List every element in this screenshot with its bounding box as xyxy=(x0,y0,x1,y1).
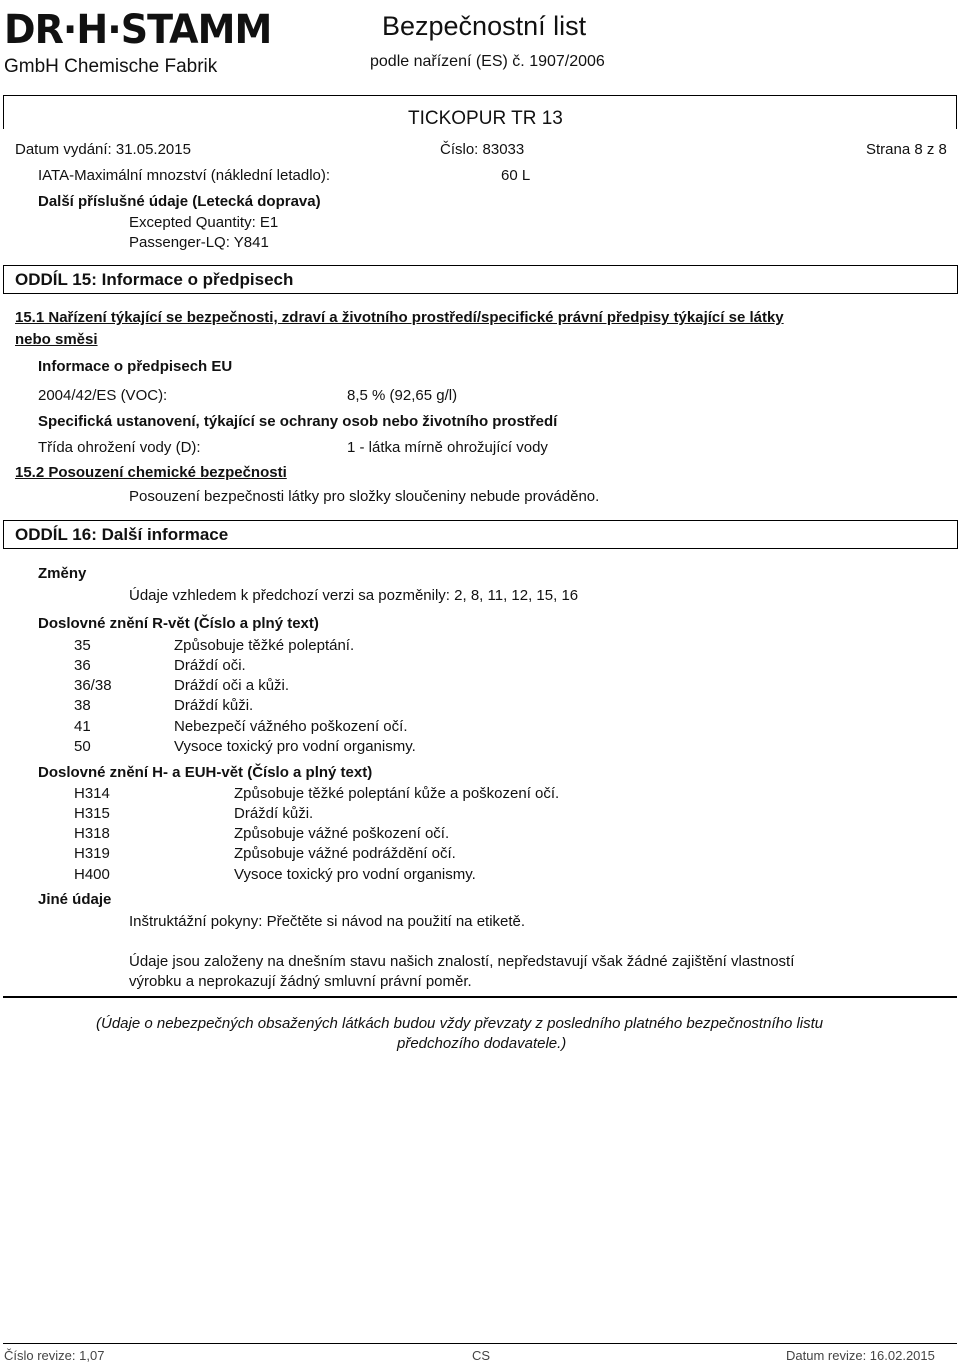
revision-number: Číslo revize: 1,07 xyxy=(4,1348,105,1363)
h-phrase-code: H315 xyxy=(74,805,110,822)
changes-text: Údaje vzhledem k předchozí verzi sa pozměnily: 2, 8, 11, 12, 15, 16 xyxy=(129,587,579,604)
revision-date: Datum revize: 16.02.2015 xyxy=(786,1348,935,1363)
r-phrase-text: Vysoce toxický pro vodní organismy. xyxy=(174,738,416,755)
disclaimer-line-1: (Údaje o nebezpečných obsažených látkách budou vždy převzaty z posledního platného bezpečnostního listu xyxy=(96,1015,824,1032)
h-phrase-text: Způsobuje těžké poleptání kůže a poškození očí. xyxy=(234,785,560,802)
document-title: Bezpečnostní list xyxy=(382,11,587,41)
r-phrase-text: Dráždí oči a kůži. xyxy=(174,677,290,694)
subsection-15-2-title: 15.2 Posouzení chemické bezpečnosti xyxy=(15,464,287,481)
h-phrase-code: H318 xyxy=(74,825,110,842)
h-phrase-text: Způsobuje vážné podráždění očí. xyxy=(234,845,456,862)
h-phrase-code: H314 xyxy=(74,785,110,802)
r-phrase-code: 36 xyxy=(74,657,91,674)
header-divider xyxy=(3,95,957,96)
voc-label: 2004/42/ES (VOC): xyxy=(38,387,168,404)
specific-provisions-heading: Specifická ustanovení, týkající se ochrany osob nebo životního prostředí xyxy=(38,413,558,430)
issue-date: Datum vydání: 31.05.2015 xyxy=(15,141,191,158)
header-right-border xyxy=(956,95,957,129)
passenger-lq: Passenger-LQ: Y841 xyxy=(129,234,269,251)
product-name: TICKOPUR TR 13 xyxy=(408,108,563,129)
section-15-title: ODDÍL 15: Informace o předpisech xyxy=(15,270,294,289)
h-phrase-text: Vysoce toxický pro vodní organismy. xyxy=(234,866,476,883)
h-phrase-code: H400 xyxy=(74,866,110,883)
h-phrase-code: H319 xyxy=(74,845,110,862)
footer-divider xyxy=(3,1343,957,1344)
excepted-quantity: Excepted Quantity: E1 xyxy=(129,214,279,231)
h-phrase-text: Způsobuje vážné poškození očí. xyxy=(234,825,450,842)
r-phrase-code: 50 xyxy=(74,738,91,755)
h-phrases-heading: Doslovné znění H- a EUH-vět (Číslo a plný text) xyxy=(38,764,373,781)
r-phrase-code: 35 xyxy=(74,637,91,654)
document-number: Číslo: 83033 xyxy=(440,141,525,158)
water-hazard-value: 1 - látka mírně ohrožující vody xyxy=(347,439,548,456)
r-phrase-text: Dráždí kůži. xyxy=(174,697,254,714)
regulation-text: podle nařízení (ES) č. 1907/2006 xyxy=(370,53,605,70)
company-subtitle: GmbH Chemische Fabrik xyxy=(4,56,218,77)
header-left-border xyxy=(3,95,4,129)
subsection-15-1-title-cont: nebo směsi xyxy=(15,331,98,348)
chemical-safety-text: Posouzení bezpečnosti látky pro složky sloučeniny nebude prováděno. xyxy=(129,488,600,505)
changes-label: Změny xyxy=(38,565,87,582)
liability-text-cont: výrobku a neprokazují žádný smluvní právní poměr. xyxy=(129,973,472,990)
water-hazard-label: Třída ohrožení vody (D): xyxy=(38,439,201,456)
r-phrase-text: Nebezpečí vážného poškození očí. xyxy=(174,718,408,735)
content-end-divider xyxy=(3,996,957,998)
other-info-label: Jiné údaje xyxy=(38,891,112,908)
iata-value: 60 L xyxy=(501,167,531,184)
r-phrase-code: 36/38 xyxy=(74,677,112,694)
page-number: Strana 8 z 8 xyxy=(866,141,947,158)
r-phrase-text: Dráždí oči. xyxy=(174,657,246,674)
air-transport-heading: Další příslušné údaje (Letecká doprava) xyxy=(38,193,321,210)
r-phrases-heading: Doslovné znění R-vět (Číslo a plný text) xyxy=(38,615,319,632)
language-code: CS xyxy=(472,1348,491,1363)
instructions-text: Inštruktážní pokyny: Přečtěte si návod na použití na etiketě. xyxy=(129,913,526,930)
subsection-15-1-title: 15.1 Nařízení týkající se bezpečnosti, zdraví a životního prostředí/specifické právní předpisy týkající se látky xyxy=(15,309,784,326)
company-logo: DR·H·STAMM xyxy=(4,7,272,53)
r-phrase-code: 41 xyxy=(74,718,91,735)
disclaimer-line-2: předchozího dodavatele.) xyxy=(397,1035,567,1052)
section-16-title: ODDÍL 16: Další informace xyxy=(15,525,229,544)
r-phrase-text: Způsobuje těžké poleptání. xyxy=(174,637,355,654)
liability-text: Údaje jsou založeny na dnešním stavu našich znalostí, nepředstavují však žádné zajištění vlastností xyxy=(129,953,795,970)
iata-label: IATA-Maximální mnozství (náklední letadlo): xyxy=(38,167,331,184)
voc-value: 8,5 % (92,65 g/l) xyxy=(347,387,458,404)
eu-regulations-heading: Informace o předpisech EU xyxy=(38,358,233,375)
h-phrase-text: Dráždí kůži. xyxy=(234,805,314,822)
r-phrase-code: 38 xyxy=(74,697,91,714)
